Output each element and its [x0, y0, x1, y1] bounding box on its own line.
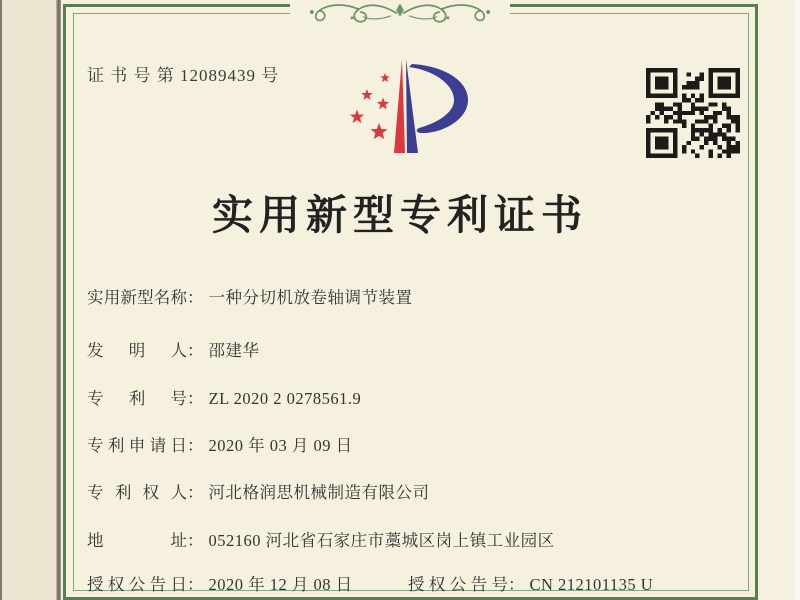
field-row-application-date: [87, 432, 353, 456]
field-value: 2020 年 12 月 08 日: [208, 575, 353, 594]
field-label: 实用新型名称: [87, 288, 187, 307]
field-colon: ：: [187, 389, 204, 408]
field-label: 授权公告日: [87, 575, 187, 594]
certificate-title: 实用新型专利证书: [212, 192, 588, 238]
field-colon: ：: [187, 436, 204, 455]
field-label: 授权公告号: [408, 575, 508, 594]
field-value: 河北格润思机械制造有限公司: [208, 483, 430, 502]
qr-code: [646, 68, 740, 158]
field-colon: ：: [187, 531, 204, 550]
field-row-grant-number: [408, 571, 653, 595]
field-row-patent-number: [87, 385, 361, 409]
field-value: 一种分切机放卷轴调节装置: [208, 288, 413, 307]
field-value: CN 212101135 U: [529, 575, 654, 594]
field-colon: ：: [187, 575, 204, 594]
cnipa-logo-icon: [336, 56, 472, 160]
field-label: 专利号: [87, 389, 187, 408]
field-row-name: [87, 284, 413, 308]
field-colon: ：: [187, 341, 204, 360]
field-label: 地址: [87, 531, 187, 550]
field-value: 邵建华: [208, 341, 260, 360]
certificate-number: 证 书 号 第 12089439 号: [87, 66, 280, 85]
field-colon: ：: [187, 288, 204, 307]
field-row-inventor: [87, 337, 260, 361]
field-label: 发明人: [87, 341, 187, 360]
ornament-flourish-icon: [285, 0, 515, 28]
field-label: 专利权人: [87, 483, 187, 502]
scan-edge-line: [0, 0, 2, 600]
field-colon: ：: [187, 483, 204, 502]
field-value: 052160 河北省石家庄市藁城区岗上镇工业园区: [208, 531, 555, 550]
field-row-patentee: [87, 479, 430, 503]
scan-margin-left: [0, 0, 57, 600]
page-fold-edge: [56, 0, 61, 600]
field-value: ZL 2020 2 0278561.9: [208, 389, 362, 408]
field-label: 专利申请日: [87, 436, 187, 455]
field-value: 2020 年 03 月 09 日: [208, 436, 353, 455]
field-row-address: [87, 527, 555, 551]
field-row-grant-date: [87, 571, 353, 595]
field-colon: ：: [508, 575, 525, 594]
scan-margin-right: [794, 0, 800, 600]
